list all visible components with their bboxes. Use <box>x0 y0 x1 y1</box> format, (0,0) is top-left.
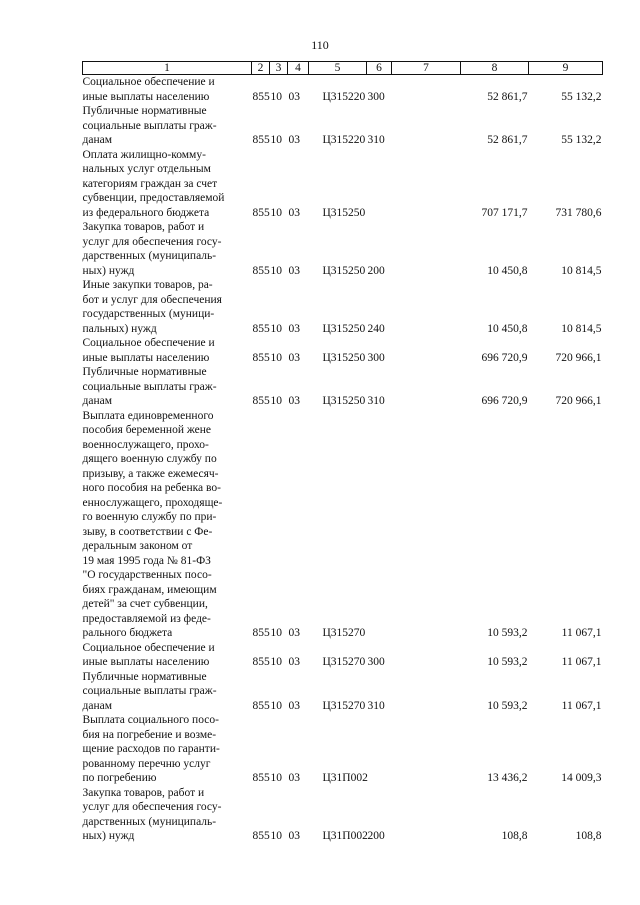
cell-c9: 14 009,3 <box>561 772 602 784</box>
cell-c4: 03 <box>288 830 300 842</box>
row-name-line: призыву, а также ежемесяч- <box>82 467 219 480</box>
row-name-line: бия на погребение и возме- <box>82 728 217 741</box>
row-name-line: дарственных (муниципаль- <box>82 815 217 828</box>
cell-c6 <box>367 148 392 221</box>
cell-c5: Ц315270 <box>322 656 366 668</box>
cell-c4: 03 <box>288 772 300 784</box>
cell-c2: 855 <box>252 351 270 364</box>
cell-c7 <box>392 148 461 221</box>
row-name-line: зыву, в соответствии с Фе- <box>82 525 213 538</box>
row-name-line: предоставляемой из феде- <box>82 612 211 625</box>
table-row <box>83 409 603 641</box>
row-name-line: щение расходов по гаранти- <box>82 743 220 755</box>
cell-c8: 10 450,8 <box>487 264 528 277</box>
row-name <box>83 409 252 641</box>
table-row <box>83 104 603 148</box>
cell-c6: 300 <box>367 351 385 364</box>
cell-c4: 03 <box>288 206 300 219</box>
cell-c8: 707 171,7 <box>481 206 528 219</box>
row-name-line: Иные закупки товаров, ра- <box>82 279 213 291</box>
row-name-line: Социальное обеспечение и <box>82 337 215 349</box>
cell-c5: Ц31П002 <box>322 830 368 842</box>
cell-c8: 696 720,9 <box>481 351 528 364</box>
cell-c2: 855 <box>252 395 270 407</box>
row-name-line: пальных) нужд <box>82 322 157 335</box>
cell-c3: 10 <box>270 351 282 364</box>
cell-c4: 03 <box>288 90 300 103</box>
table-header-row <box>83 62 603 75</box>
row-name-line: иные выплаты населению <box>82 656 210 668</box>
row-name-line: социальные выплаты граж- <box>82 119 217 132</box>
row-name <box>83 713 252 786</box>
cell-c5: Ц315250 <box>322 351 366 364</box>
cell-c7 <box>392 409 461 641</box>
cell-c5: Ц315250 <box>322 322 366 335</box>
cell-c6: 310 <box>367 395 385 407</box>
row-name-line: го военную службу по при- <box>82 511 217 523</box>
cell-c8: 10 593,2 <box>487 656 528 668</box>
row-name <box>83 641 252 670</box>
cell-c5: Ц31П002 <box>322 772 368 784</box>
cell-c9: 55 132,2 <box>561 134 602 146</box>
table-row <box>83 278 603 336</box>
header-col-5: 5 <box>309 62 367 75</box>
cell-c6: 300 <box>367 90 385 103</box>
row-name-line: по погребению <box>82 772 157 784</box>
row-name-line: услуг для обеспечения госу- <box>82 235 222 248</box>
row-name <box>83 365 252 409</box>
row-name-line: социальные выплаты граж- <box>82 380 217 393</box>
row-name-line: детей" за счет субвенции, <box>82 598 208 610</box>
cell-c8: 10 593,2 <box>487 699 528 712</box>
header-col-3: 3 <box>270 62 288 75</box>
row-name-line: иные выплаты населению <box>82 351 210 364</box>
row-name-line: Социальное обеспечение и <box>82 76 215 88</box>
cell-c4: 03 <box>288 627 300 639</box>
row-name-line: еннослужащего, проходяще- <box>82 496 223 509</box>
row-name-line: бот и услуг для обеспечения <box>82 293 222 306</box>
table-row <box>83 75 603 105</box>
cell-c8: 10 593,2 <box>487 627 528 639</box>
cell-c6: 300 <box>367 656 385 668</box>
cell-c4: 03 <box>288 264 300 277</box>
table-row <box>83 365 603 409</box>
cell-c3: 10 <box>270 322 282 335</box>
cell-c9: 11 067,1 <box>561 627 602 639</box>
cell-c7 <box>392 641 461 670</box>
row-name <box>83 278 252 336</box>
cell-c7 <box>392 365 461 409</box>
table-row <box>83 641 603 670</box>
row-name-line: иные выплаты населению <box>82 90 210 103</box>
cell-c7 <box>392 786 461 844</box>
header-col-9: 9 <box>529 62 603 75</box>
cell-c7 <box>392 336 461 365</box>
cell-c5: Ц315220 <box>322 134 366 146</box>
table-row <box>83 670 603 714</box>
cell-c8: 52 861,7 <box>487 90 528 103</box>
cell-c4: 03 <box>288 351 300 364</box>
row-name-line: 19 мая 1995 года № 81-ФЗ <box>82 554 211 567</box>
row-name-line: ных) нужд <box>82 830 135 842</box>
cell-c3: 10 <box>270 699 282 712</box>
cell-c8: 696 720,9 <box>481 395 528 407</box>
row-name <box>83 220 252 278</box>
row-name-line: "О государственных посо- <box>82 569 212 581</box>
row-name-line: Закупка товаров, работ и <box>82 221 205 233</box>
page-number: 110 <box>311 38 329 52</box>
cell-c7 <box>392 104 461 148</box>
row-name-line: Социальное обеспечение и <box>82 641 215 654</box>
row-name-line: данам <box>82 699 112 712</box>
cell-c6: 310 <box>367 699 385 712</box>
table-row <box>83 220 603 278</box>
cell-c2: 855 <box>252 699 270 712</box>
table-row <box>83 148 603 221</box>
row-name-line: Выплата социального посо- <box>82 714 219 726</box>
row-name-line: военнослужащего, прохо- <box>82 438 209 451</box>
cell-c8: 10 450,8 <box>487 322 528 335</box>
budget-table <box>82 61 603 844</box>
cell-c5: Ц315220 <box>322 90 366 103</box>
cell-c5: Ц315250 <box>322 395 366 407</box>
cell-c6: 240 <box>367 322 385 335</box>
cell-c5: Ц315270 <box>322 627 366 639</box>
cell-c8: 13 436,2 <box>487 772 528 784</box>
header-col-4: 4 <box>288 62 309 75</box>
cell-c4: 03 <box>288 656 300 668</box>
cell-c3: 10 <box>270 264 282 277</box>
row-name <box>83 670 252 714</box>
row-name <box>83 786 252 844</box>
cell-c2: 855 <box>252 134 270 146</box>
row-name-line: рального бюджета <box>82 627 173 639</box>
table-body <box>83 75 603 844</box>
header-col-8: 8 <box>461 62 529 75</box>
row-name <box>83 75 252 105</box>
row-name-line: Публичные нормативные <box>82 670 207 683</box>
cell-c7 <box>392 713 461 786</box>
row-name-line: Публичные нормативные <box>82 105 207 117</box>
cell-c2: 855 <box>252 264 270 277</box>
cell-c6 <box>367 713 392 786</box>
row-name-line: дящего военную службу по <box>82 453 217 465</box>
cell-c9: 720 966,1 <box>555 395 602 407</box>
row-name-line: ных) нужд <box>82 264 135 277</box>
row-name-line: данам <box>82 134 112 146</box>
row-name <box>83 336 252 365</box>
cell-c6: 200 <box>367 830 385 842</box>
cell-c4: 03 <box>288 322 300 335</box>
cell-c9: 11 067,1 <box>561 656 602 668</box>
cell-c8: 108,8 <box>501 830 528 842</box>
cell-c2: 855 <box>252 830 270 842</box>
row-name-line: Публичные нормативные <box>82 366 207 378</box>
cell-c2: 855 <box>252 90 270 103</box>
cell-c3: 10 <box>270 830 282 842</box>
cell-c5: Ц315250 <box>322 206 366 219</box>
cell-c2: 855 <box>252 656 270 668</box>
row-name-line: услуг для обеспечения госу- <box>82 801 222 813</box>
cell-c9: 55 132,2 <box>561 90 602 103</box>
row-name-line: государственных (муници- <box>82 308 215 320</box>
cell-c2: 855 <box>252 206 270 219</box>
header-col-1: 1 <box>83 62 252 75</box>
row-name-line: пособия беременной жене <box>82 424 211 436</box>
cell-c4: 03 <box>288 134 300 146</box>
row-name <box>83 104 252 148</box>
row-name-line: ного пособия на ребенка во- <box>82 482 221 494</box>
row-name-line: биях гражданам, имеющим <box>82 583 217 596</box>
cell-c3: 10 <box>270 772 282 784</box>
row-name-line: дарственных (муниципаль- <box>82 250 217 262</box>
cell-c9: 108,8 <box>575 830 602 842</box>
table-row <box>83 713 603 786</box>
cell-c9: 720 966,1 <box>555 351 602 364</box>
row-name-line: данам <box>82 395 112 407</box>
cell-c4: 03 <box>288 699 300 712</box>
cell-c3: 10 <box>270 395 282 407</box>
cell-c6: 310 <box>367 134 385 146</box>
cell-c3: 10 <box>270 134 282 146</box>
table-row <box>83 336 603 365</box>
cell-c7 <box>392 75 461 105</box>
cell-c8: 52 861,7 <box>487 134 528 146</box>
cell-c2: 855 <box>252 322 270 335</box>
row-name-line: Выплата единовременного <box>82 409 214 422</box>
cell-c5: Ц315270 <box>322 699 366 712</box>
header-col-6: 6 <box>367 62 392 75</box>
cell-c9: 11 067,1 <box>561 699 602 712</box>
cell-c3: 10 <box>270 90 282 103</box>
row-name-line: нальных услуг отдельным <box>82 163 211 175</box>
cell-c2: 855 <box>252 627 270 639</box>
row-name-line: субвенции, предоставляемой <box>82 192 225 204</box>
cell-c4: 03 <box>288 395 300 407</box>
header-col-7: 7 <box>392 62 461 75</box>
cell-c2: 855 <box>252 772 270 784</box>
row-name-line: рованному перечню услуг <box>82 757 211 770</box>
cell-c3: 10 <box>270 627 282 639</box>
row-name-line: категориям граждан за счет <box>82 177 218 190</box>
header-col-2: 2 <box>252 62 270 75</box>
cell-c9: 731 780,6 <box>555 206 602 219</box>
cell-c9: 10 814,5 <box>561 322 602 335</box>
row-name-line: деральным законом от <box>82 540 193 552</box>
row-name <box>83 148 252 221</box>
cell-c7 <box>392 220 461 278</box>
cell-c5: Ц315250 <box>322 264 366 277</box>
cell-c3: 10 <box>270 656 282 668</box>
cell-c6: 200 <box>367 264 385 277</box>
row-name-line: Оплата жилищно-комму- <box>82 148 206 161</box>
cell-c7 <box>392 278 461 336</box>
cell-c9: 10 814,5 <box>561 264 602 277</box>
cell-c7 <box>392 670 461 714</box>
table-row <box>83 786 603 844</box>
row-name-line: социальные выплаты граж- <box>82 685 217 697</box>
cell-c3: 10 <box>270 206 282 219</box>
row-name-line: из федерального бюджета <box>82 206 210 219</box>
cell-c6 <box>367 409 392 641</box>
row-name-line: Закупка товаров, работ и <box>82 786 205 799</box>
